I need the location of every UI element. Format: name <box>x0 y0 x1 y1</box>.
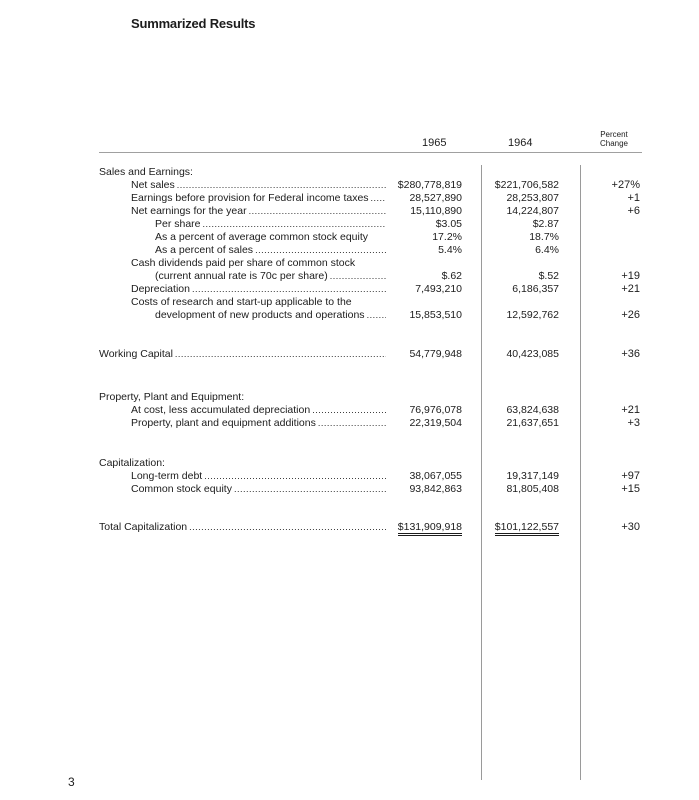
page-number: 3 <box>68 775 75 789</box>
percent-change: +26 <box>621 309 640 321</box>
value-1965-text: $280,778,819 <box>397 179 462 191</box>
value-1965-text: 54,779,948 <box>409 348 462 360</box>
value-1964-text: $101,122,557 <box>495 521 559 536</box>
row-label-text: Per share <box>155 218 201 230</box>
value-1965-text: $.62 <box>441 270 462 282</box>
percent-change: +15 <box>621 483 640 495</box>
row-label-text: Net sales <box>131 179 175 191</box>
value-1965 <box>362 483 462 495</box>
value-1964-text: 6,186,357 <box>512 283 559 295</box>
row-label-text: Cash dividends paid per share of common stock <box>131 257 356 269</box>
row-label-text: Total Capitalization <box>99 521 188 533</box>
row-label <box>99 348 386 360</box>
row-label <box>131 296 386 308</box>
row-label <box>131 470 386 482</box>
value-1965-text: $131,909,918 <box>398 521 462 536</box>
row-label <box>131 417 386 429</box>
value-1965-text: 15,853,510 <box>409 309 462 321</box>
row-label-text: Property, plant and equipment additions <box>131 417 316 429</box>
table-row <box>0 244 699 256</box>
table-row <box>0 231 699 243</box>
value-1965 <box>362 521 462 533</box>
value-1965 <box>362 309 462 321</box>
value-1964 <box>459 270 559 282</box>
value-1964-text: 28,253,807 <box>506 192 559 204</box>
percent-change: +6 <box>627 205 640 217</box>
value-1965 <box>362 270 462 282</box>
row-label <box>155 244 386 256</box>
value-1964-text: 6.4% <box>535 244 559 256</box>
value-1964 <box>459 218 559 230</box>
table-row <box>0 218 699 230</box>
column-header-1965: 1965 <box>422 137 447 149</box>
percent-change: +97 <box>621 470 640 482</box>
table-row <box>0 192 699 204</box>
table-row <box>0 521 699 533</box>
row-label-text: Net earnings for the year <box>131 205 247 217</box>
table-row <box>0 296 699 308</box>
value-1964-text: 18.7% <box>529 231 559 243</box>
value-1964-text: $2.87 <box>532 218 559 230</box>
value-1965-text: 22,319,504 <box>409 417 462 429</box>
value-1965-text: $3.05 <box>435 218 462 230</box>
value-1965 <box>362 205 462 217</box>
value-1964 <box>459 309 559 321</box>
row-label <box>131 179 386 191</box>
value-1965 <box>362 192 462 204</box>
row-label <box>131 404 386 416</box>
row-label-text: As a percent of sales <box>155 244 254 256</box>
row-label-text: Long-term debt <box>131 470 203 482</box>
table-row <box>0 166 699 178</box>
value-1964 <box>459 417 559 429</box>
row-label <box>155 309 386 321</box>
column-header-1964: 1964 <box>508 137 533 149</box>
row-label <box>155 218 386 230</box>
row-label-text: Property, Plant and Equipment: <box>99 391 245 403</box>
value-1965-text: 7,493,210 <box>415 283 462 295</box>
row-label <box>155 270 386 282</box>
percent-change: +21 <box>621 283 640 295</box>
row-label-text: Depreciation <box>131 283 190 295</box>
row-label <box>99 391 379 403</box>
value-1965 <box>362 218 462 230</box>
percent-change: +19 <box>621 270 640 282</box>
row-label <box>155 231 386 243</box>
table-row <box>0 483 699 495</box>
table-row <box>0 179 699 191</box>
value-1965-text: 93,842,863 <box>409 483 462 495</box>
table-row <box>0 309 699 321</box>
change-label: Change <box>599 139 629 148</box>
table-row <box>0 283 699 295</box>
row-label-text: Capitalization: <box>99 457 165 469</box>
value-1964 <box>459 348 559 360</box>
row-label <box>131 483 386 495</box>
value-1964 <box>459 521 559 533</box>
percent-change: +3 <box>627 417 640 429</box>
value-1965-text: 28,527,890 <box>409 192 462 204</box>
row-label <box>99 457 379 469</box>
row-label-text: Common stock equity <box>131 483 232 495</box>
table-row <box>0 404 699 416</box>
value-1964-text: 14,224,807 <box>506 205 559 217</box>
header-divider <box>99 152 642 153</box>
table-row <box>0 205 699 217</box>
row-label <box>131 257 386 269</box>
row-label-text: Earnings before provision for Federal income taxes <box>131 192 369 204</box>
value-1964-text: 63,824,638 <box>506 404 559 416</box>
table-row <box>0 457 699 469</box>
value-1965 <box>362 244 462 256</box>
row-label <box>131 192 386 204</box>
percent-change: +21 <box>621 404 640 416</box>
value-1964 <box>459 231 559 243</box>
value-1965-text: 38,067,055 <box>409 470 462 482</box>
row-label <box>99 521 386 533</box>
value-1964 <box>459 244 559 256</box>
value-1964 <box>459 283 559 295</box>
value-1964 <box>459 192 559 204</box>
value-1965 <box>362 404 462 416</box>
row-label <box>99 166 379 178</box>
value-1965-text: 76,976,078 <box>409 404 462 416</box>
percent-label: Percent <box>600 130 628 139</box>
row-label-text: Costs of research and start-up applicable to the <box>131 296 352 308</box>
table-row <box>0 470 699 482</box>
row-label-text: (current annual rate is 70c per share) <box>155 270 328 282</box>
value-1964 <box>459 205 559 217</box>
percent-change: +36 <box>621 348 640 360</box>
row-label-text: Sales and Earnings: <box>99 166 193 178</box>
value-1965-text: 17.2% <box>432 231 462 243</box>
row-label-text: development of new products and operations <box>155 309 365 321</box>
table-row <box>0 348 699 360</box>
column-header-percent-change <box>588 130 640 148</box>
value-1965 <box>362 470 462 482</box>
row-label-text: Working Capital <box>99 348 173 360</box>
value-1964 <box>459 179 559 191</box>
table-row <box>0 257 699 269</box>
value-1964-text: 19,317,149 <box>506 470 559 482</box>
value-1964-text: $221,706,582 <box>494 179 559 191</box>
row-label <box>131 205 386 217</box>
value-1964-text: 21,637,651 <box>506 417 559 429</box>
value-1965 <box>362 231 462 243</box>
value-1964-text: $.52 <box>538 270 559 282</box>
value-1964 <box>459 470 559 482</box>
row-label-text: As a percent of average common stock equity <box>155 231 369 243</box>
value-1964 <box>459 404 559 416</box>
value-1964 <box>459 483 559 495</box>
value-1965 <box>362 179 462 191</box>
table-row <box>0 391 699 403</box>
row-label-text: At cost, less accumulated depreciation <box>131 404 311 416</box>
value-1964-text: 81,805,408 <box>506 483 559 495</box>
table-row <box>0 270 699 282</box>
value-1965 <box>362 348 462 360</box>
page-title: Summarized Results <box>131 16 256 31</box>
value-1964-text: 12,592,762 <box>506 309 559 321</box>
percent-change: +27% <box>611 179 640 191</box>
value-1965-text: 15,110,890 <box>410 205 462 217</box>
table-row <box>0 417 699 429</box>
row-label <box>131 283 386 295</box>
value-1965 <box>362 417 462 429</box>
value-1965-text: 5.4% <box>438 244 462 256</box>
percent-change: +1 <box>627 192 640 204</box>
value-1965 <box>362 283 462 295</box>
percent-change: +30 <box>621 521 640 533</box>
value-1964-text: 40,423,085 <box>506 348 559 360</box>
